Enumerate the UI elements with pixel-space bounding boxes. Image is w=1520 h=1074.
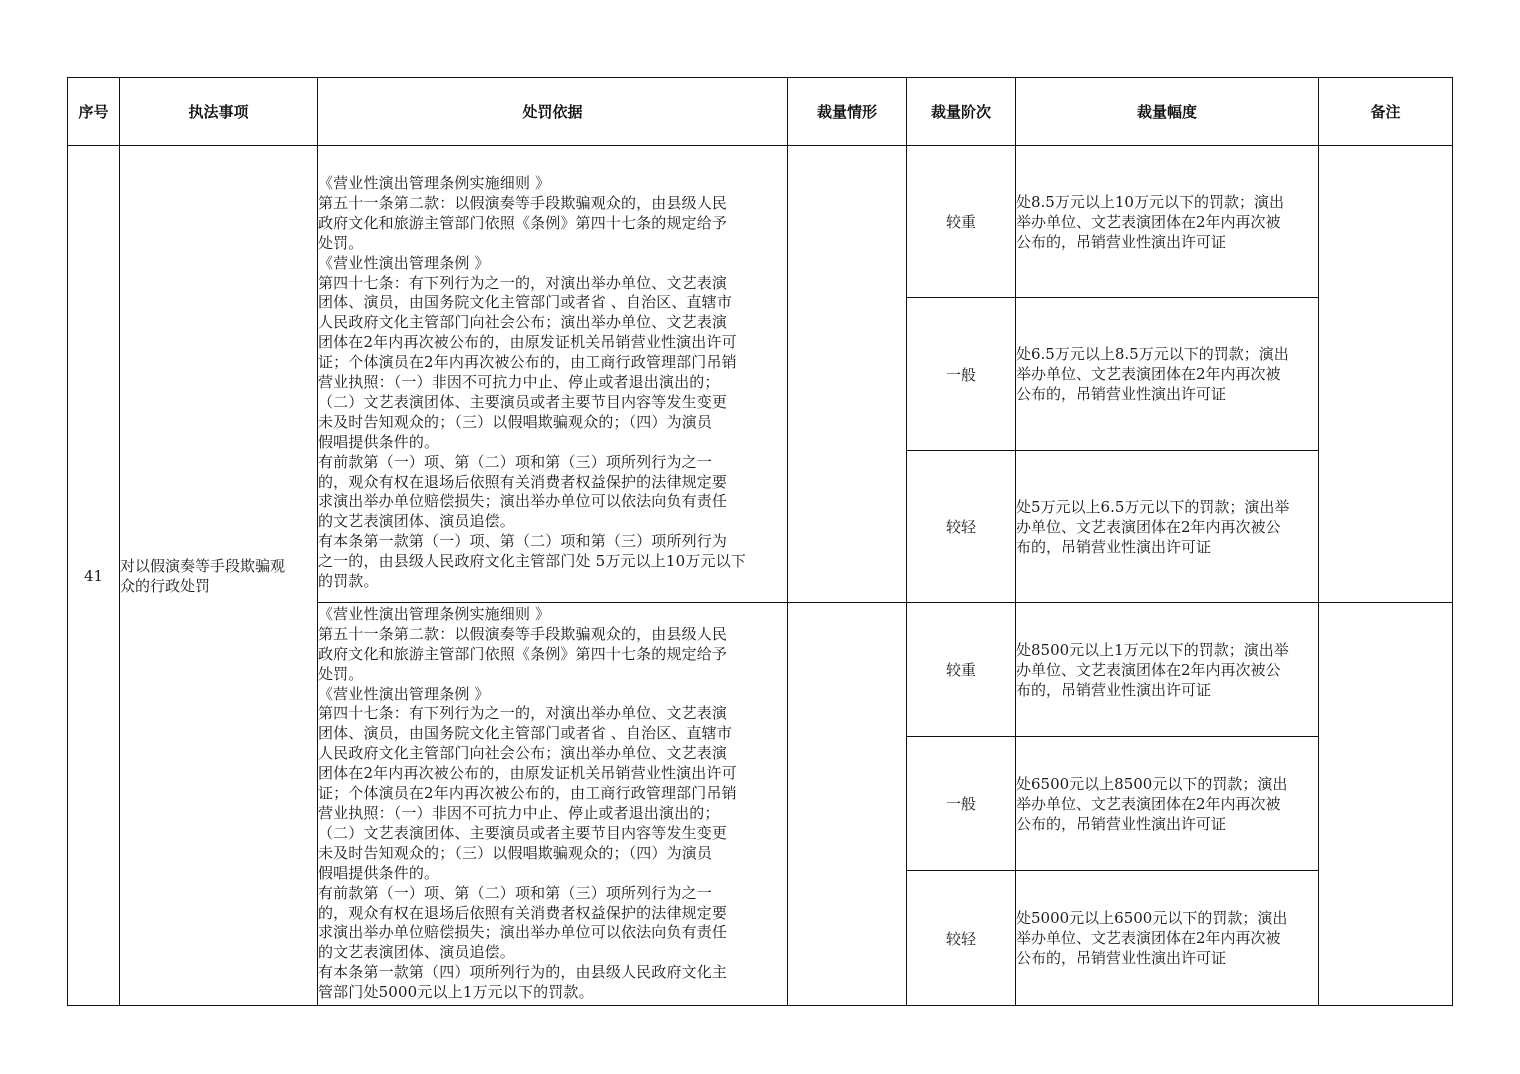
basis-line: 团体、演员，由国务院文化主管部门或者省 、自治区、直辖市 <box>318 293 732 312</box>
basis-line: 人民政府文化主管部门向社会公布；演出举办单位、文艺表演 <box>318 744 728 763</box>
item-cell <box>120 146 318 1006</box>
range-line: 处8.5万元以上10万元以下的罚款；演出 <box>1016 192 1284 211</box>
basis-line: 的文艺表演团体、演员追偿。 <box>318 943 515 962</box>
range-line: 举办单位、文艺表演团体在2年内再次被 <box>1016 929 1281 947</box>
range-line: 举办单位、文艺表演团体在2年内再次被 <box>1016 212 1281 231</box>
range-line: 公布的，吊销营业性演出许可证 <box>1016 949 1227 967</box>
basis-line: 的，观众有权在退场后依照有关消费者权益保护的法律规定要 <box>318 903 728 922</box>
remark-cell <box>1319 146 1453 603</box>
basis-line: 之一的，由县级人民政府文化主管部门处 5万元以上10万元以下 <box>318 552 746 571</box>
basis-line: 证；个体演员在2年内再次被公布的，由工商行政管理部门吊销 <box>318 353 737 372</box>
item-line: 对以假演奏等手段欺骗观 <box>120 556 286 575</box>
level-cell: 较重 <box>907 603 1016 737</box>
header-remark: 备注 <box>1319 78 1453 146</box>
level-cell: 一般 <box>907 298 1016 451</box>
basis-cell <box>318 603 788 1006</box>
range-cell <box>1016 298 1319 451</box>
basis-line: 团体、演员，由国务院文化主管部门或者省 、自治区、直辖市 <box>318 724 732 743</box>
header-item: 执法事项 <box>120 78 318 146</box>
range-cell <box>1016 737 1319 871</box>
basis-line: 第四十七条：有下列行为之一的，对演出举办单位、文艺表演 <box>318 273 728 292</box>
basis-line: 《营业性演出管理条例 》 <box>318 253 490 272</box>
basis-line: 第五十一条第二款：以假演奏等手段欺骗观众的，由县级人民 <box>318 624 728 643</box>
range-line: 举办单位、文艺表演团体在2年内再次被 <box>1016 365 1281 383</box>
range-line: 处8500元以上1万元以下的罚款；演出举 <box>1016 640 1289 659</box>
basis-line: （二）文艺表演团体、主要演员或者主要节目内容等发生变更 <box>318 823 728 842</box>
level-cell: 一般 <box>907 737 1016 871</box>
basis-line: 管部门处5000元以上1万元以下的罚款。 <box>318 983 594 1002</box>
basis-line: 政府文化和旅游主管部门依照《条例》第四十七条的规定给予 <box>318 644 728 663</box>
basis-line: 处罚。 <box>318 233 364 252</box>
level-cell: 较重 <box>907 146 1016 298</box>
basis-line: 有前款第（一）项、第（二）项和第（三）项所列行为之一 <box>318 452 712 471</box>
range-line: 处5000元以上6500元以下的罚款；演出 <box>1016 909 1288 927</box>
table-row <box>68 146 1453 298</box>
range-cell <box>1016 871 1319 1006</box>
basis-line: 第四十七条：有下列行为之一的，对演出举办单位、文艺表演 <box>318 704 728 723</box>
basis-line: 团体在2年内再次被公布的，由原发证机关吊销营业性演出许可 <box>318 764 737 783</box>
basis-line: 未及时告知观众的；（三）以假唱欺骗观众的；（四）为演员 <box>318 843 713 862</box>
range-line: 公布的，吊销营业性演出许可证 <box>1016 232 1227 251</box>
basis-line: 的文艺表演团体、演员追偿。 <box>318 512 515 531</box>
level-cell: 较轻 <box>907 871 1016 1006</box>
basis-line: 未及时告知观众的；（三）以假唱欺骗观众的；（四）为演员 <box>318 412 713 431</box>
situation-cell <box>788 146 907 603</box>
basis-line: 有本条第一款第（四）项所列行为的，由县级人民政府文化主 <box>318 963 728 982</box>
range-line: 办单位、文艺表演团体在2年内再次被公 <box>1016 517 1281 536</box>
basis-line: 第五十一条第二款：以假演奏等手段欺骗观众的，由县级人民 <box>318 193 728 212</box>
range-line: 处6.5万元以上8.5万元以下的罚款；演出 <box>1016 345 1289 363</box>
basis-line: 处罚。 <box>318 664 364 683</box>
range-cell <box>1016 451 1319 603</box>
basis-cell <box>318 146 788 603</box>
basis-line: 求演出举办单位赔偿损失；演出举办单位可以依法向负有责任 <box>318 492 728 511</box>
range-line: 举办单位、文艺表演团体在2年内再次被 <box>1016 794 1281 813</box>
basis-line: 假唱提供条件的。 <box>318 863 440 882</box>
range-line: 处5万元以上6.5万元以下的罚款；演出举 <box>1016 497 1290 516</box>
basis-line: 有前款第（一）项、第（二）项和第（三）项所列行为之一 <box>318 883 712 902</box>
header-situation: 裁量情形 <box>788 78 907 146</box>
basis-line: 《营业性演出管理条例实施细则 》 <box>318 604 551 623</box>
basis-line: 的罚款。 <box>318 572 379 591</box>
header-basis: 处罚依据 <box>318 78 788 146</box>
range-line: 公布的，吊销营业性演出许可证 <box>1016 814 1227 833</box>
basis-line: 政府文化和旅游主管部门依照《条例》第四十七条的规定给予 <box>318 213 728 232</box>
basis-line: 团体在2年内再次被公布的，由原发证机关吊销营业性演出许可 <box>318 333 737 352</box>
range-cell <box>1016 603 1319 737</box>
range-line: 布的，吊销营业性演出许可证 <box>1016 680 1212 699</box>
range-line: 布的，吊销营业性演出许可证 <box>1016 537 1212 556</box>
remark-cell <box>1319 603 1453 1006</box>
item-line: 众的行政处罚 <box>120 576 211 595</box>
basis-line: 的，观众有权在退场后依照有关消费者权益保护的法律规定要 <box>318 472 728 491</box>
basis-line: 营业执照：（一）非因不可抗力中止、停止或者退出演出的； <box>318 804 720 822</box>
basis-line: 人民政府文化主管部门向社会公布；演出举办单位、文艺表演 <box>318 313 728 332</box>
level-cell: 较轻 <box>907 451 1016 603</box>
basis-line: 假唱提供条件的。 <box>318 432 440 451</box>
range-line: 办单位、文艺表演团体在2年内再次被公 <box>1016 660 1281 679</box>
range-line: 处6500元以上8500元以下的罚款；演出 <box>1016 774 1288 793</box>
basis-line: 营业执照：（一）非因不可抗力中止、停止或者退出演出的； <box>318 373 720 392</box>
discretion-table <box>67 77 1453 1006</box>
basis-line: 有本条第一款第（一）项、第（二）项和第（三）项所列行为 <box>318 532 728 551</box>
header-row <box>68 78 1453 146</box>
header-range: 裁量幅度 <box>1016 78 1319 146</box>
range-line: 公布的，吊销营业性演出许可证 <box>1016 385 1227 403</box>
document-page <box>67 77 1452 1006</box>
range-cell <box>1016 146 1319 298</box>
situation-cell <box>788 603 907 1006</box>
basis-line: 《营业性演出管理条例实施细则 》 <box>318 173 551 192</box>
header-level: 裁量阶次 <box>907 78 1016 146</box>
basis-line: 求演出举办单位赔偿损失；演出举办单位可以依法向负有责任 <box>318 923 728 942</box>
seq-cell: 41 <box>68 146 120 1006</box>
basis-line: 《营业性演出管理条例 》 <box>318 684 490 703</box>
basis-line: 证；个体演员在2年内再次被公布的，由工商行政管理部门吊销 <box>318 784 737 803</box>
basis-line: （二）文艺表演团体、主要演员或者主要节目内容等发生变更 <box>318 392 728 411</box>
header-seq: 序号 <box>68 78 120 146</box>
